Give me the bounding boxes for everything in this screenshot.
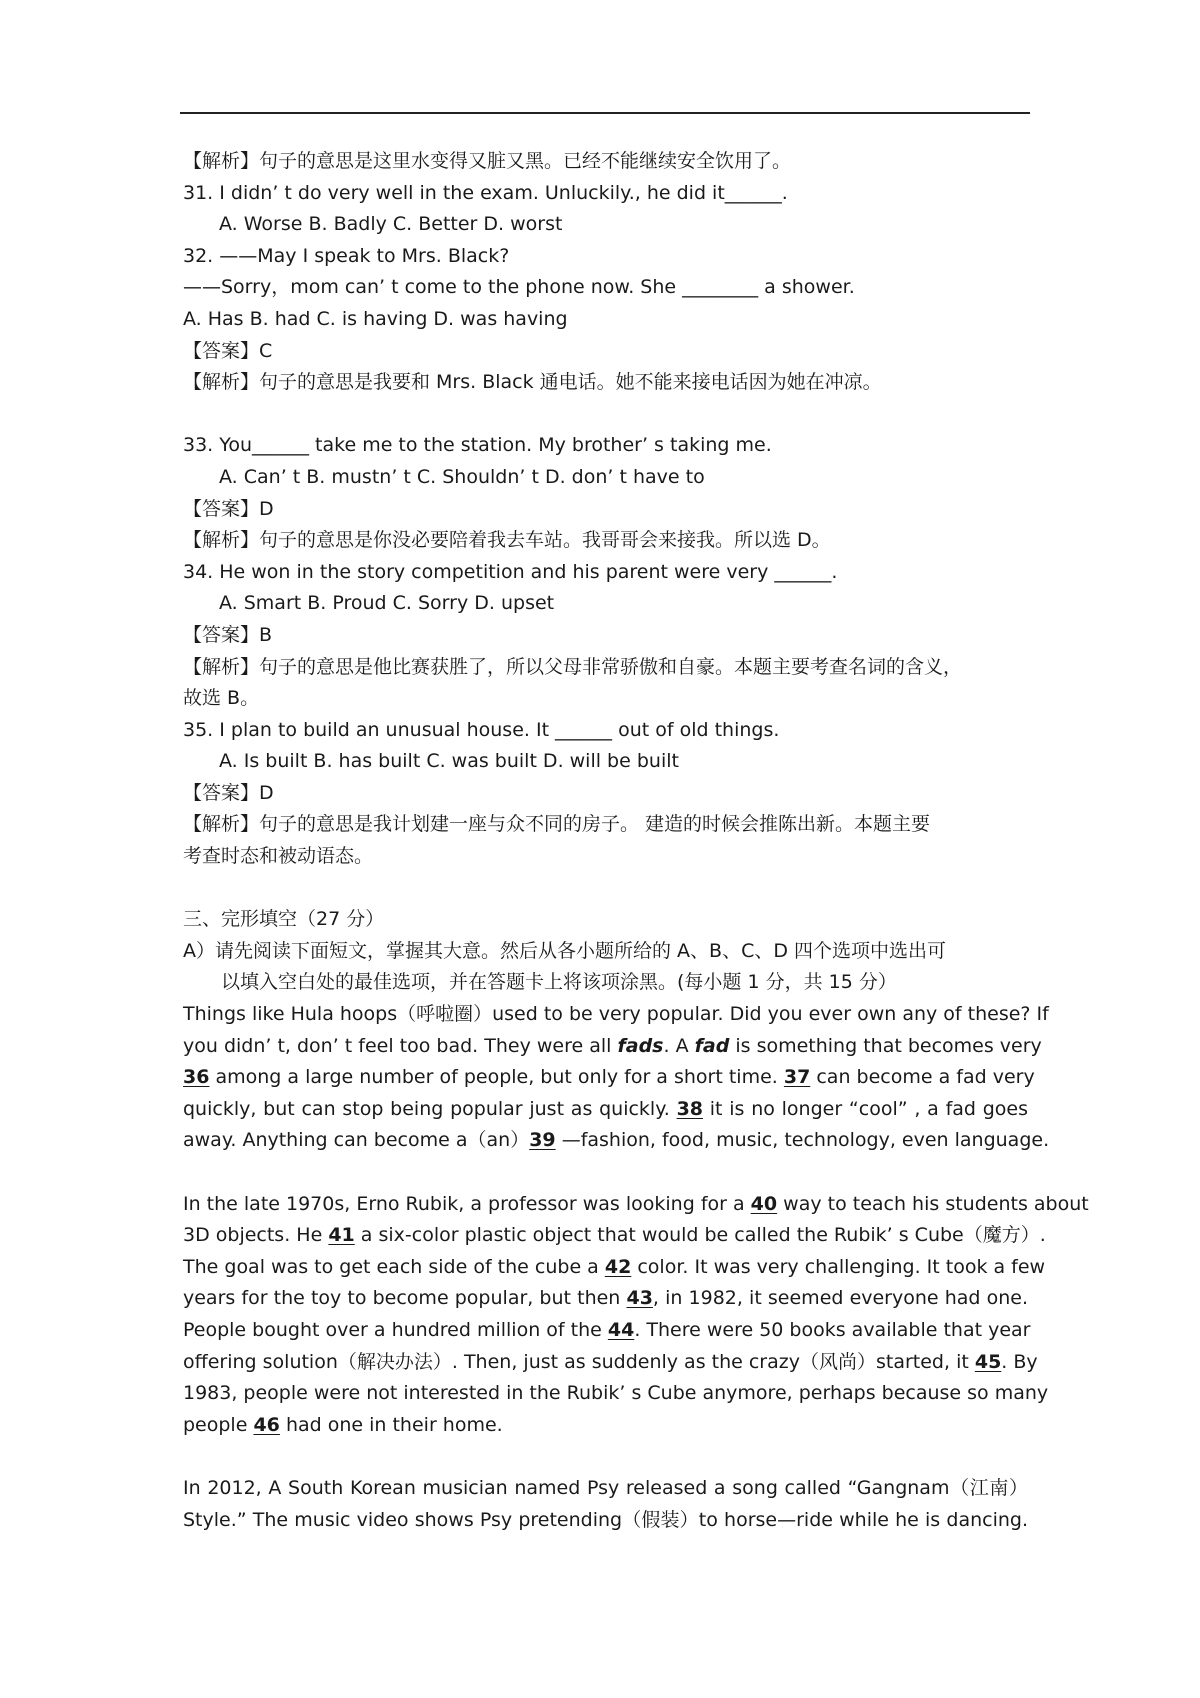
passage-text: —fashion, food, music, technology, even language.	[555, 1129, 1050, 1152]
passage2-line7	[183, 1378, 1049, 1410]
question-34: 34. He won in the story competition and his parent were very ______.	[183, 560, 838, 583]
analysis-32: 【解析】句子的意思是我要和 Mrs. Black 通电话。她不能来接电话因为她在冲凉。	[183, 371, 882, 394]
passage-text: In the late 1970s, Erno Rubik, a professor was looking for a	[183, 1192, 751, 1215]
spacer	[183, 1157, 1028, 1189]
passage2-line8	[183, 1410, 1028, 1442]
options-35: A. Is built B. has built C. was built D. will be built	[219, 750, 679, 773]
spacer	[183, 1441, 1028, 1473]
passage1-line3	[183, 1062, 1035, 1094]
passage1-line5	[183, 1125, 1050, 1157]
passage-text: can become a fad very	[810, 1066, 1035, 1089]
emphasis-fads: fads	[617, 1034, 664, 1057]
blank-44: 44	[607, 1318, 635, 1341]
passage-text: away. Anything can become a（an）	[183, 1129, 530, 1152]
passage-text: way to teach his students about	[777, 1192, 1089, 1215]
passage-text: is something that becomes very	[729, 1034, 1042, 1057]
answer-34: 【答案】B	[183, 623, 273, 646]
passage3-line1	[183, 1473, 1028, 1505]
analysis-34-cont: 故选 B。	[183, 687, 260, 710]
blank-40: 40	[750, 1192, 778, 1215]
passage-text: it is no longer “cool” , a fad goes	[703, 1097, 1028, 1120]
blank-45: 45	[974, 1350, 1002, 1373]
passage-text: The goal was to get each side of the cube a	[183, 1255, 605, 1278]
header-rule	[180, 112, 1030, 114]
analysis-33: 【解析】句子的意思是你没必要陪着我去车站。我哥哥会来接我。所以选 D。	[183, 529, 831, 552]
question-32-reply: ——Sorry，mom can’ t come to the phone now. She ________ a shower.	[183, 276, 855, 299]
passage1-line4	[183, 1094, 1028, 1126]
passage-text: . A	[663, 1034, 695, 1057]
options-31: A. Worse B. Badly C. Better D. worst	[219, 213, 563, 236]
passage2-line6	[183, 1347, 1038, 1379]
passage-text: 3D objects. He	[183, 1224, 329, 1247]
question-35: 35. I plan to build an unusual house. It ______ out of old things.	[183, 718, 780, 741]
passage-text: Things like Hula hoops（呼啦圈）used to be very popular. Did you ever own any of these? If	[183, 1003, 1049, 1026]
passage-text: people	[183, 1413, 254, 1436]
passage2-line3	[183, 1252, 1046, 1284]
spacer	[183, 873, 1028, 905]
blank-41: 41	[328, 1224, 355, 1247]
answer-33: 【答案】D	[183, 497, 274, 520]
passage-text: quickly, but can stop being popular just as quickly.	[183, 1097, 677, 1120]
cloze-instructions: A）请先阅读下面短文，掌握其大意。然后从各小题所给的 A、B、C、D 四个选项中选出可	[183, 939, 947, 962]
options-32: A. Has B. had C. is having D. was having	[183, 307, 568, 330]
passage-text: , in 1982, it seemed everyone had one.	[652, 1287, 1028, 1310]
answer-35: 【答案】D	[183, 781, 274, 804]
blank-39: 39	[529, 1129, 556, 1152]
blank-38: 38	[676, 1097, 704, 1120]
emphasis-fad: fad	[694, 1034, 730, 1057]
passage-text: In 2012, A South Korean musician named Psy released a song called “Gangnam（江南）	[183, 1476, 1028, 1499]
passage-text: People bought over a hundred million of the	[183, 1318, 608, 1341]
blank-37: 37	[783, 1066, 811, 1089]
passage-text: among a large number of people, but only for a short time.	[209, 1066, 784, 1089]
blank-36: 36	[183, 1066, 210, 1089]
section-title-cloze: 三、完形填空（27 分）	[183, 908, 385, 931]
blank-42: 42	[604, 1255, 632, 1278]
passage3-line2	[183, 1505, 1028, 1537]
passage-text: offering solution（解决办法）. Then, just as suddenly as the crazy（风尚）started, it	[183, 1350, 975, 1373]
passage2-line4	[183, 1283, 1028, 1315]
passage-text: . There were 50 books available that year	[634, 1318, 1031, 1341]
passage1-line1	[183, 999, 1049, 1031]
question-33: 33. You______ take me to the station. My brother’ s taking me.	[183, 434, 772, 457]
question-32: 32. ——May I speak to Mrs. Black?	[183, 244, 510, 267]
passage-text: Style.” The music video shows Psy pretending（假装）to horse—ride while he is dancing.	[183, 1508, 1028, 1531]
analysis-35: 【解析】句子的意思是我计划建一座与众不同的房子。 建造的时候会推陈出新。本题主要	[183, 813, 931, 836]
passage-text: color. It was very challenging. It took a few	[631, 1255, 1046, 1278]
passage2-line1	[183, 1189, 1089, 1221]
analysis-35-cont: 考查时态和被动语态。	[183, 845, 374, 868]
passage2-line5	[183, 1315, 1031, 1347]
passage1-line2	[183, 1031, 1042, 1063]
cloze-instructions-cont: 以填入空白处的最佳选项，并在答题卡上将该项涂黑。(每小题 1 分，共 15 分）	[221, 971, 897, 994]
options-33: A. Can’ t B. mustn’ t C. Shouldn’ t D. don’ t have to	[219, 465, 705, 488]
passage-text: . By	[1001, 1350, 1038, 1373]
analysis-30: 【解析】句子的意思是这里水变得又脏又黑。已经不能继续安全饮用了。	[183, 150, 792, 172]
passage2-line2	[183, 1220, 1046, 1252]
passage-text: you didn’ t, don’ t feel too bad. They were all	[183, 1034, 618, 1057]
passage-text: had one in their home.	[279, 1413, 503, 1436]
answer-32: 【答案】C	[183, 339, 273, 362]
blank-46: 46	[253, 1413, 280, 1436]
spacer	[183, 399, 1028, 431]
passage-text: years for the toy to become popular, but then	[183, 1287, 627, 1310]
blank-43: 43	[626, 1287, 653, 1310]
page-content	[183, 146, 1089, 1536]
passage-text: 1983, people were not interested in the Rubik’ s Cube anymore, perhaps because so many	[183, 1382, 1049, 1405]
options-34: A. Smart B. Proud C. Sorry D. upset	[219, 592, 555, 615]
analysis-34: 【解析】句子的意思是他比赛获胜了，所以父母非常骄傲和自豪。本题主要考查名词的含义，	[183, 655, 963, 678]
question-31: 31. I didn’ t do very well in the exam. Unluckily., he did it______.	[183, 181, 788, 204]
passage-text: a six-color plastic object that would be called the Rubik’ s Cube（魔方）.	[354, 1224, 1046, 1247]
